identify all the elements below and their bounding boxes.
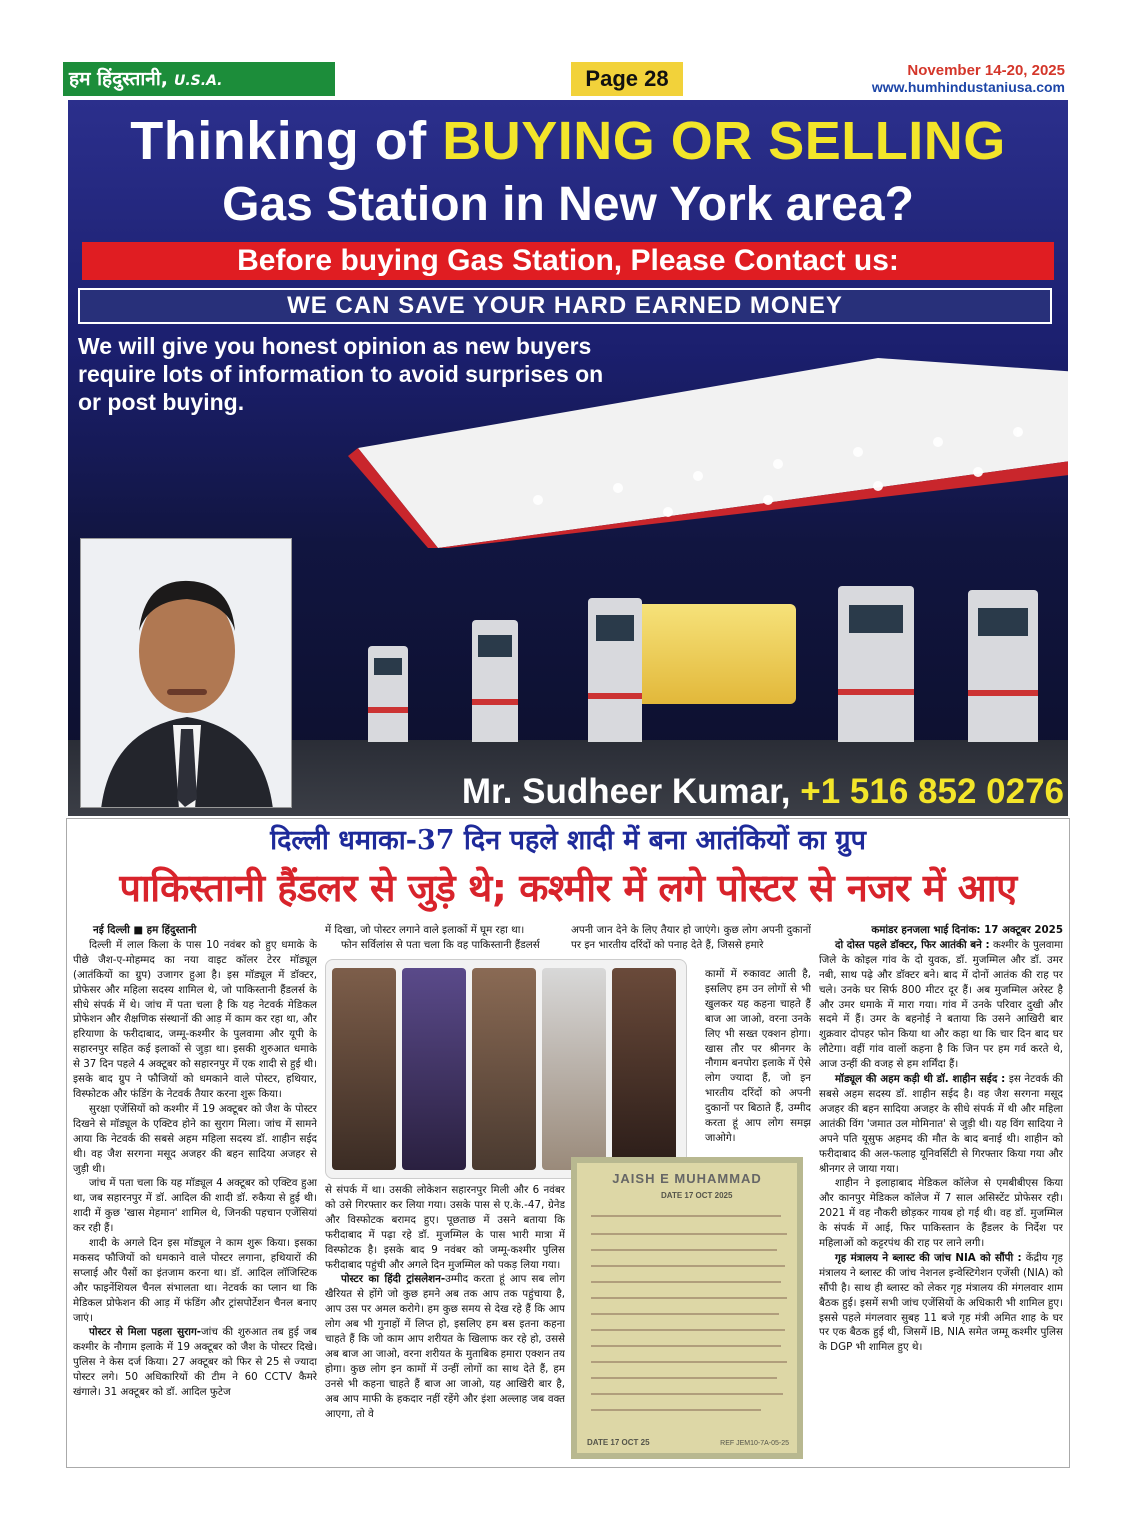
article-column-2-bottom [325,1183,565,1463]
paper-name-text: हम हिंदुस्तानी, [69,68,168,90]
subheading: मॉड्यूल की अहम कड़ी थी डॉ. शाहीन सईद : [835,1073,1006,1086]
contact-name: Mr. Sudheer Kumar, [461,772,791,811]
paragraph: जांच में पता चला कि यह मॉड्यूल 4 अक्टूबर को एक्टिव हुआ था, जब सहारनपुर में डॉ. आदिल की शादी डॉ. रुकैया से हुई थी। शादी में कुछ 'खास मेहमान' शामिल थे, जिनकी पहचान एजेंसियां कर रही हैं। [73,1177,317,1235]
paragraph: दिल्ली में लाल किला के पास 10 नवंबर को हुए धमाके के पीछे जैश-ए-मोहम्मद का नया वाइट कॉलर टेरर मॉड्यूल (आतंकियों का ग्रुप) उजागर हुआ है। इस मॉड्यूल में डॉक्टर, प्रोफेसर और महिला सदस्य शामिल थे, जो पाकिस्तानी हैंडलर्स के सीधे संपर्क में थे। जांच में पता चला है कि यह नेटवर्क मेडिकल प्रोफेशन और शैक्षणिक संस्थानों की आड़ में काम कर रहा था, और हरियाणा के फरीदाबाद, जम्मू-कश्मीर के पुलवामा और यूपी के सहारनपुर सहित कई इलाकों से जुड़ा था। इसकी शुरुआत धमाके से 37 दिन पहले 4 अक्टूबर को सहारनपुर में एक शादी से हुई थी। इसके बाद ग्रुप ने फौजियों को धमकाने वाले पोस्टर, हथियार, विस्फोटक और फंडिंग के नेटवर्क तैयार करना शुरू किया। [73,938,317,1100]
handwriting-line [591,1215,781,1217]
subheading: पोस्टर का हिंदी ट्रांसलेशन- [341,1273,446,1286]
paragraph [819,1251,1063,1355]
handwriting-line [591,1377,777,1379]
person-icon [81,539,292,808]
article-headline: पाकिस्तानी हैंडलर से जुड़े थे; कश्मीर में लगे पोस्टर से नजर में आए [119,866,1017,910]
issue-date: November 14-20, 2025 [907,62,1065,79]
suspect-photo [542,968,606,1170]
fuel-pump [472,620,518,742]
suspect-photo [612,968,676,1170]
paragraph: सुरक्षा एजेंसियों को कश्मीर में 19 अक्टूबर को जैश के पोस्टर दिखने से मॉड्यूल के एक्टिव होने का सुराग मिला। जांच में सामने आया कि नेटवर्क की सबसे अहम महिला सदस्य डॉ. शाहीन सईद थी। वह जैश सरगना मसूद अजहर की बहन सादिया अजहर से जुड़ी थी। [73,1102,317,1175]
subheading: पोस्टर से मिला पहला सुराग- [89,1326,202,1339]
suspects-photo-strip [325,959,687,1179]
handwriting-line [591,1249,777,1251]
contact-phone[interactable]: +1 516 852 0276 [800,772,1064,811]
paragraph: में दिखा, जो पोस्टर लगाने वाले इलाकों में घूम रहा था। [325,924,525,936]
paragraph-text: केंद्रीय गृह मंत्रालय ने ब्लास्ट की जांच नेशनल इन्वेस्टिगेशन एजेंसी (NIA) को सौंपी है। साथ ही ब्लास्ट को लेकर गृह मंत्रालय की मंगलवार शाम बैठक हुई। इसमें सभी जांच एजेंसियों के अधिकारी भी शामिल हुए। इससे पहले मंगलवार सुबह 11 बजे गृह मंत्री अमित शाह के घर पर एक बैठक हुई थी, जिसमें IB, NIA समेत जम्मू कश्मीर पुलिस के DGP भी शामिल हुए थे। [819,1251,1063,1354]
paragraph-text: उम्मीद करता हूं आप सब लोग खैरियत से होंगे जो कुछ हमने अब तक आप तक पहुंचाया है, आप उस पर अमल करोगे। हम कुछ समय से देख रहे हैं कि आप लोग अब भी गुनाहों में लिप्त हो, इसलिए हम बस इतना कहना चाहते हैं कि जो काम आप शरीयत के खिलाफ कर रहे हो, उससे अब बाज आ जाओ, वरना शरीयत के मुताबिक हमारा एक्शन तय होगा। कुछ लोग इन कामों में उन्हीं लोगों का साथ देते हैं, हम उनसे भी कहना चाहते हैं बाज आ जाओ, यह आखिरी बार है, अब आप माफी के हकदार नहीं रहेंगे और इंशा अल्लाह जब वक्त आएगा, तो वे [325,1273,565,1420]
poster-date-bottom: DATE 17 OCT 25 [587,1438,650,1447]
paragraph: अपनी जान देने के लिए तैयार हो जाएंगे। कुछ लोग अपनी दुकानों पर इन भारतीय दरिंदों को पनाह देते हैं, जिससे हमारे [571,924,811,951]
article-column-4 [819,923,1063,1463]
subheading: दो दोस्त पहले डॉक्टर, फिर आतंकी बने : [835,938,990,951]
ad-contact-line [308,770,1064,814]
news-article [66,818,1070,1468]
gas-station-canopy-illustration [318,352,1068,548]
paragraph [73,1325,317,1400]
ad-save-banner: WE CAN SAVE YOUR HARD EARNED MONEY [78,288,1052,324]
station-shop [636,604,796,704]
article-column-3-top [571,923,811,967]
website-link[interactable]: www.humhindustaniusa.com [871,79,1065,95]
article-column-2-top [325,923,565,957]
ad-contact-banner: Before buying Gas Station, Please Contact us: [82,242,1054,280]
article-column-3-narrow [705,967,811,1151]
handwriting-line [591,1233,787,1235]
advertiser-portrait [80,538,292,808]
article-byline: नई दिल्ली ■ हम हिंदुस्तानी [93,924,197,936]
edition-label: U.S.A. [174,73,223,89]
paper-name [63,62,335,96]
masthead [63,62,1073,98]
suspect-photo [332,968,396,1170]
handwriting-line [591,1281,781,1283]
handwriting-line [591,1393,783,1395]
paragraph-text: इस नेटवर्क की सबसे अहम सदस्य डॉ. शाहीन सईद है। वह जैश सरगना मसूद अजहर की बहन सादिया अजहर के सीधे संपर्क में थी और महिला आतंकी विंग 'जमात उल मोमिनात' से जुड़ी थी। यह विंग सादिया ने अपने पति यूसुफ अहमद की मौत के बाद बनाई थी। शाहीन को फरीदाबाद की अल-फलाह यूनिवर्सिटी से गिरफ्तार किया गया और श्रीनगर ले जाया गया। [819,1073,1063,1175]
subheading: गृह मंत्रालय ने ब्लास्ट की जांच NIA को सौंपी : [835,1251,1022,1264]
fuel-pump [368,646,408,742]
paragraph: से संपर्क में था। उसकी लोकेशन सहारनपुर मिली और 6 नवंबर को उसे गिरफ्तार कर लिया गया। उसके पास से ए.के.-47, ग्रेनेड और विस्फोटक बरामद हुए। पूछताछ में उसने बताया कि फरीदाबाद में पढ़ा रहे डॉ. मुजम्मिल के पास भारी मात्रा में विस्फोटक है। इसके बाद 9 नवंबर को जम्मू-कश्मीर पुलिस फरीदाबाद पहुंची और अगले दिन मुजम्मिल को पकड़ लिया गया। [325,1184,565,1271]
fuel-pump [968,590,1038,742]
poster-reference: REF JEM10-7A-05-25 [720,1440,789,1447]
poster-date-top: DATE 17 OCT 2025 [661,1191,733,1200]
ad-body-copy: We will give you honest opinion as new buyers require lots of information to avoid surprises on or post buying. [78,333,604,415]
article-kicker: दिल्ली धमाका-37 दिन पहले शादी में बना आतंकियों का ग्रुप [270,825,866,856]
handwriting-line [591,1265,785,1267]
paragraph: कामों में रुकावट आती है, इसलिए हम उन लोगों से भी खुलकर यह कहना चाहते हैं बाज आ जाओ, वरना उनके लिए भी सख्त एक्शन होगा। खास तौर पर श्रीनगर के नौगाम बनपोरा इलाके में ऐसे लोग ज्यादा हैं, जो इन भारतीय दरिंदों को अपनी दुकानों पर बिठाते हैं, उम्मीद करता हूं आप लोग समझ जाओगे। [705,968,811,1144]
suspect-photo [402,968,466,1170]
signature-line [819,923,1063,938]
ad-subheadline: Gas Station in New York area? [222,178,914,231]
signature-text: कमांडर हनजला भाई दिनांक: 17 अक्टूबर 2025 [871,924,1063,936]
article-column-1 [73,923,317,1463]
paragraph: शाहीन ने इलाहाबाद मेडिकल कॉलेज से एमबीबीएस किया और कानपुर मेडिकल कॉलेज में 7 साल असिस्टेंट प्रोफेसर रही। 2021 में वह नौकरी छोड़कर गायब हो गई थी। वह डॉ. मुजम्मिल के संपर्क में आई, फिर पाकिस्तान के हैंडलर के निर्देश पर महिलाओं को कट्टरपंथ की राह पर लाने लगी। [819,1177,1063,1250]
handwriting-line [591,1313,779,1315]
paragraph [819,1072,1063,1176]
handwriting-line [591,1297,787,1299]
paragraph [819,938,1063,1072]
fuel-pump [588,598,642,742]
ad-headline [68,110,1068,172]
fuel-pump [838,586,914,742]
paragraph: शादी के अगले दिन इस मॉड्यूल ने काम शुरू किया। इसका मकसद फौजियों को धमकाने वाले पोस्टर लगाना, हथियारों की सप्लाई और पैसों का इंतजाम करना था। डॉ. आदिल लॉजिस्टिक और फाइनेंशियल चैनल संभालता था। नेटवर्क का प्लान था कि मेडिकल प्रोफेशन की आड़ में फंडिंग और ट्रांसपोर्टेशन चैनल बनाए जाएं। [73,1237,317,1324]
jaish-poster-image [571,1157,803,1459]
handwriting-line [591,1409,761,1411]
paragraph: फोन सर्विलांस से पता चला कि वह पाकिस्तानी हैंडलर्स [341,938,540,951]
paragraph [325,1272,565,1421]
handwriting-line [591,1345,781,1347]
ad-headline-part1: Thinking of [130,111,443,171]
handwriting-line [591,1361,787,1363]
dateline [872,62,1065,96]
paragraph-text: जांच की शुरुआत तब हुई जब कश्मीर के नौगाम इलाके में 19 अक्टूबर को जैश के पोस्टर दिखे। पुलिस ने केस दर्ज किया। 27 अक्टूबर को फिर से 25 से ज्यादा पोस्टर लगे। 50 अधिकारियों की टीम ने 60 CCTV कैमरे खंगाले। 31 अक्टूबर को डॉ. आदिल फुटेज [73,1326,317,1399]
paragraph-text: कश्मीर के पुलवामा जिले के कोइल गांव के दो युवक, डॉ. मुजम्मिल और डॉ. उमर नबी, साथ पढ़े और डॉक्टर बने। बाद में दोनों आतंक की राह पर चले। उनके घर सिर्फ 800 मीटर दूर हैं। अब मुजम्मिल अरेस्ट है और उमर धमाके में मारा गया। गांव में उनके परिवार दुखी और सदमे में हैं। उमर के बहनोई ने बताया कि उसने आखिरी बार शुक्रवार दोपहर फोन किया था और कहा था कि चार दिन बाद घर लौटेगा। वहीं गांव वालों कहना है कि जिन पर हम गर्व करते थे, आज उन्हीं की वजह से हम शर्मिंदा हैं। [819,938,1063,1071]
gas-station-ad [68,100,1068,816]
suspect-photo [472,968,536,1170]
handwriting-line [591,1329,785,1331]
poster-title: JAISH E MUHAMMAD [612,1171,762,1186]
ad-headline-highlight: BUYING OR SELLING [442,111,1006,171]
page-number: Page 28 [571,62,683,96]
